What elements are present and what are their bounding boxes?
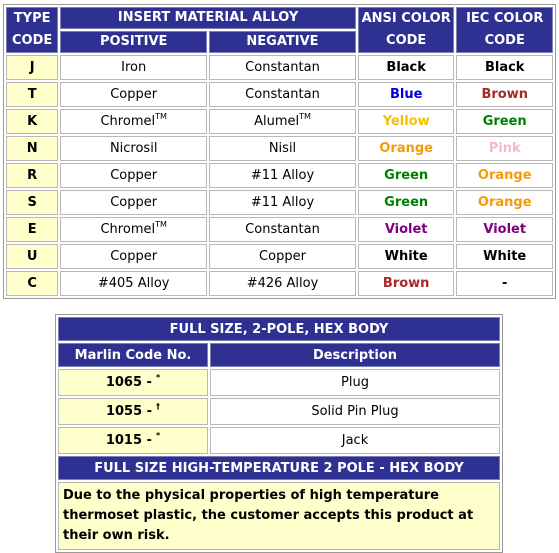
- type-code-cell-text: J: [29, 60, 35, 75]
- type-code-cell-text: S: [27, 195, 37, 210]
- header-ansi-color-code: ANSI COLOR CODE: [358, 7, 455, 53]
- positive-alloy-cell: [60, 190, 207, 215]
- footnote-mark: *: [155, 373, 161, 382]
- hex-row: [58, 427, 500, 454]
- ansi-color-cell: [358, 163, 455, 188]
- iec-color-cell: [456, 190, 553, 215]
- type-code-cell: [6, 244, 58, 269]
- marlin-code-cell: [58, 427, 208, 454]
- hex-body-table: [55, 314, 503, 553]
- positive-alloy-cell: [60, 136, 207, 161]
- negative-alloy-cell: [209, 217, 356, 242]
- iec-color-cell: [456, 163, 553, 188]
- ansi-color-cell: [358, 55, 455, 80]
- type-code-cell-text: N: [26, 141, 38, 156]
- negative-alloy-cell: [209, 109, 356, 134]
- trademark-mark: TM: [155, 112, 167, 121]
- negative-alloy-cell: [209, 163, 356, 188]
- ansi-color-cell: [358, 217, 455, 242]
- positive-alloy-cell: [60, 217, 207, 242]
- hex-table-title: FULL SIZE, 2-POLE, HEX BODY: [58, 317, 500, 341]
- negative-alloy-cell-text: Constantan: [245, 87, 320, 102]
- trademark-mark: TM: [155, 220, 167, 229]
- iec-color-cell: [456, 82, 553, 107]
- type-code-cell: [6, 109, 58, 134]
- positive-alloy-cell-text: Chromel: [100, 114, 156, 129]
- alloy-row: [6, 55, 553, 80]
- marlin-code-text: 1065 -: [105, 375, 152, 390]
- positive-alloy-cell-text: Chromel: [100, 222, 156, 237]
- negative-alloy-cell: [209, 244, 356, 269]
- ansi-color-cell: [358, 136, 455, 161]
- footnote-mark: †: [156, 402, 161, 411]
- ansi-color-cell: [358, 82, 455, 107]
- ansi-color-cell-text: Orange: [379, 141, 433, 156]
- header-positive: POSITIVE: [60, 31, 207, 53]
- hightemp-title: FULL SIZE HIGH-TEMPERATURE 2 POLE - HEX BODY: [58, 456, 500, 480]
- trademark-mark: TM: [299, 112, 311, 121]
- iec-color-cell-text: Orange: [477, 168, 532, 183]
- marlin-code-text: 1055 -: [105, 404, 153, 419]
- positive-alloy-cell: [60, 244, 207, 269]
- alloy-row: [6, 163, 553, 188]
- positive-alloy-cell: [60, 82, 207, 107]
- iec-color-cell: [456, 109, 553, 134]
- type-code-cell-text: R: [27, 168, 38, 183]
- negative-alloy-cell-text: #11 Alloy: [250, 195, 315, 210]
- ansi-color-cell-text: Green: [384, 168, 429, 183]
- negative-alloy-cell: [209, 271, 356, 296]
- marlin-code-cell: [58, 369, 208, 396]
- ansi-color-cell: [358, 109, 455, 134]
- hex-row: [58, 369, 500, 396]
- type-code-cell: [6, 82, 58, 107]
- iec-color-cell-text: Brown: [481, 87, 528, 102]
- hex-table-body: [58, 369, 500, 454]
- iec-color-cell: [456, 55, 553, 80]
- type-code-cell: [6, 190, 58, 215]
- ansi-color-cell-text: Green: [384, 195, 429, 210]
- ansi-color-cell: [358, 190, 455, 215]
- negative-alloy-cell-text: Copper: [259, 249, 306, 264]
- alloy-row: [6, 82, 553, 107]
- ansi-color-cell-text: Yellow: [382, 114, 430, 129]
- negative-alloy-cell-text: Constantan: [245, 60, 320, 75]
- type-code-cell: [6, 271, 58, 296]
- hex-row: [58, 398, 500, 425]
- type-code-cell-text: K: [27, 114, 38, 129]
- footnote-mark: *: [155, 431, 161, 440]
- hightemp-note: Due to the physical properties of high temperature thermoset plastic, the customer accepts this product at their own risk.: [58, 482, 500, 550]
- negative-alloy-cell-text: Alumel: [254, 114, 300, 129]
- type-code-cell-text: U: [26, 249, 38, 264]
- marlin-code-text: 1015 -: [105, 433, 152, 448]
- type-code-cell-text: E: [27, 222, 37, 237]
- negative-alloy-cell: [209, 82, 356, 107]
- description-cell: Solid Pin Plug: [210, 398, 500, 425]
- iec-color-cell: [456, 217, 553, 242]
- type-code-cell-text: T: [27, 87, 37, 102]
- iec-color-cell-text: Black: [484, 60, 525, 75]
- alloy-row: [6, 136, 553, 161]
- iec-color-cell-text: White: [483, 249, 527, 264]
- iec-color-cell-text: Green: [482, 114, 527, 129]
- negative-alloy-cell-text: #11 Alloy: [250, 168, 315, 183]
- positive-alloy-cell: [60, 109, 207, 134]
- positive-alloy-cell: [60, 163, 207, 188]
- positive-alloy-cell-text: Copper: [110, 168, 158, 183]
- alloy-row: [6, 271, 553, 296]
- positive-alloy-cell-text: #405 Alloy: [97, 276, 170, 291]
- header-insert-material: INSERT MATERIAL ALLOY: [60, 7, 356, 29]
- header-description: Description: [210, 343, 500, 367]
- type-code-cell: [6, 55, 58, 80]
- alloy-row: [6, 109, 553, 134]
- type-code-cell: [6, 136, 58, 161]
- iec-color-cell-text: Violet: [483, 222, 527, 237]
- positive-alloy-cell: [60, 55, 207, 80]
- type-code-cell: [6, 217, 58, 242]
- marlin-code-cell: [58, 398, 208, 425]
- alloy-row: [6, 244, 553, 269]
- negative-alloy-cell: [209, 190, 356, 215]
- ansi-color-cell-text: Blue: [389, 87, 423, 102]
- positive-alloy-cell-text: Nicrosil: [109, 141, 158, 156]
- iec-color-cell-text: Orange: [477, 195, 532, 210]
- iec-color-cell-text: Pink: [488, 141, 521, 156]
- positive-alloy-cell-text: Copper: [110, 195, 158, 210]
- header-type-code: TYPE CODE: [6, 7, 58, 53]
- ansi-color-cell-text: Black: [386, 60, 426, 75]
- ansi-color-cell-text: White: [384, 249, 428, 264]
- iec-color-cell: [456, 244, 553, 269]
- alloy-table-body: [6, 55, 553, 296]
- negative-alloy-cell-text: Nisil: [268, 141, 297, 156]
- header-iec-color-code: IEC COLOR CODE: [456, 7, 553, 53]
- negative-alloy-cell: [209, 136, 356, 161]
- negative-alloy-cell: [209, 55, 356, 80]
- description-cell: Plug: [210, 369, 500, 396]
- header-marlin-code: Marlin Code No.: [58, 343, 208, 367]
- positive-alloy-cell-text: Copper: [110, 87, 158, 102]
- positive-alloy-cell: [60, 271, 207, 296]
- positive-alloy-cell-text: Copper: [110, 249, 158, 264]
- positive-alloy-cell-text: Iron: [121, 60, 147, 75]
- type-code-cell: [6, 163, 58, 188]
- negative-alloy-cell-text: Constantan: [245, 222, 320, 237]
- negative-alloy-cell-text: #426 Alloy: [246, 276, 319, 291]
- iec-color-cell: [456, 136, 553, 161]
- ansi-color-cell: [358, 271, 455, 296]
- alloy-row: [6, 190, 553, 215]
- iec-color-cell-text: -: [502, 276, 508, 291]
- description-cell: Jack: [210, 427, 500, 454]
- ansi-color-cell-text: Violet: [384, 222, 428, 237]
- thermocouple-alloy-table: [3, 4, 556, 299]
- header-negative: NEGATIVE: [209, 31, 356, 53]
- alloy-row: [6, 217, 553, 242]
- iec-color-cell: [456, 271, 553, 296]
- ansi-color-cell-text: Brown: [382, 276, 430, 291]
- type-code-cell-text: C: [27, 276, 37, 291]
- ansi-color-cell: [358, 244, 455, 269]
